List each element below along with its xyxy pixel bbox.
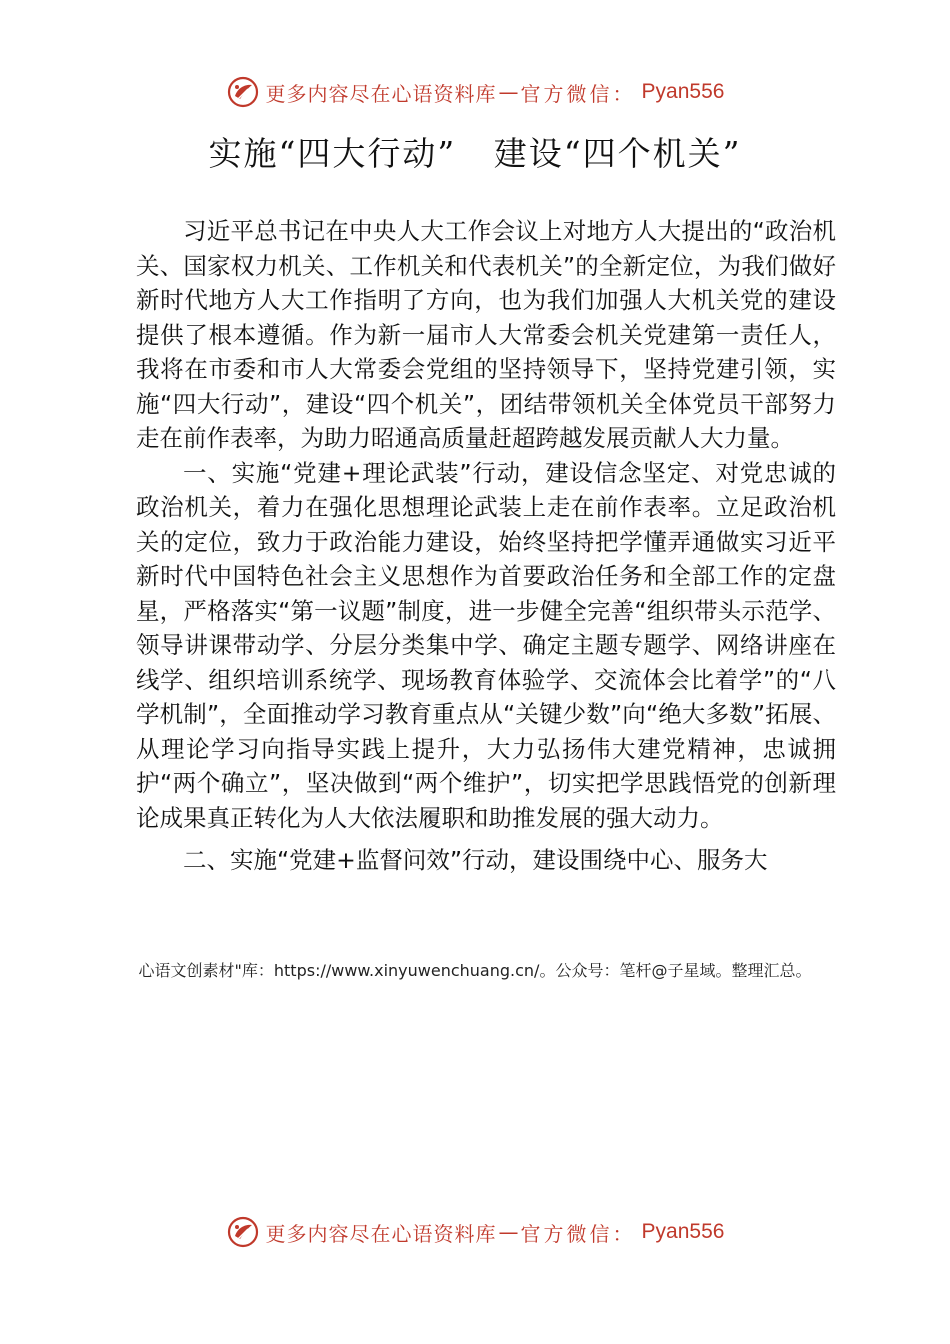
footer-banner bbox=[0, 1212, 950, 1252]
seal-logo-icon bbox=[226, 75, 260, 109]
header-banner bbox=[0, 72, 950, 112]
document-title: 实施“四大行动” 建设“四个机关” bbox=[208, 134, 742, 173]
banner-brand-text: 更多内容尽在心语资料库 bbox=[265, 1221, 497, 1246]
paragraph-section-1: 一、实施“党建+理论武装”行动，建设信念坚定、对党忠诚的政治机关，着力在强化思想理论武装上走在前作表率。立足政治机关的定位，致力于政治能力建设，始终坚持把学懂弄通做实习近平新时代中国特色社会主义思想作为首要政治任务和全部工作的定盘星，严格落实“第一议题”制度，进一步健全完善“组织带头示范学、领导讲课带动学、分层分类集中学、确定主题专题学、网络讲座在线学、组织培训系统学、现场教育体验学、交流体会比着学”的“八学机制”，全面推动学习教育重点从“关键少数”向“绝大多数”拓展、从理论学习向指导实践上提升，大力弘扬伟大建党精神，忠诚拥护“两个确立”，坚决做到“两个维护”，切实把学思践悟党的创新理论成果真正转化为人大依法履职和助推发展的强大动力。 bbox=[136, 458, 836, 832]
paragraph-intro: 习近平总书记在中央人大工作会议上对地方人大提出的“政治机关、国家权力机关、工作机关和代表机关”的全新定位，为我们做好新时代地方人大工作指明了方向，也为我们加强人大机关党的建设提供了根本遵循。作为新一届市人大常委会机关党建第一责任人，我将在市委和市人大常委会党组的坚持领导下，坚持党建引领，实施“四大行动”，建设“四个机关”，团结带领机关全体党员干部努力走在前作表率，为助力昭通高质量赶超跨越发展贡献人大力量。 bbox=[136, 217, 836, 452]
banner-wechat-label: 官方微信： bbox=[520, 1221, 636, 1246]
banner-dash: — bbox=[498, 80, 519, 104]
seal-logo-icon bbox=[226, 1215, 260, 1249]
banner-dash: — bbox=[498, 1220, 519, 1244]
paragraph-section-2: 二、实施“党建+监督问效”行动，建设围绕中心、服务大 bbox=[183, 846, 768, 874]
source-footnote: 心语文创素材"库：https://www.xinyuwenchuang.cn/。公众号：笔杆@子星域。整理汇总。 bbox=[138, 961, 812, 980]
banner-wechat-label: 官方微信： bbox=[520, 81, 636, 106]
banner-brand-text: 更多内容尽在心语资料库 bbox=[265, 81, 497, 106]
document-body bbox=[136, 214, 836, 878]
banner-wechat-id: Pyan556 bbox=[641, 1220, 725, 1243]
banner-wechat-id: Pyan556 bbox=[641, 80, 725, 103]
